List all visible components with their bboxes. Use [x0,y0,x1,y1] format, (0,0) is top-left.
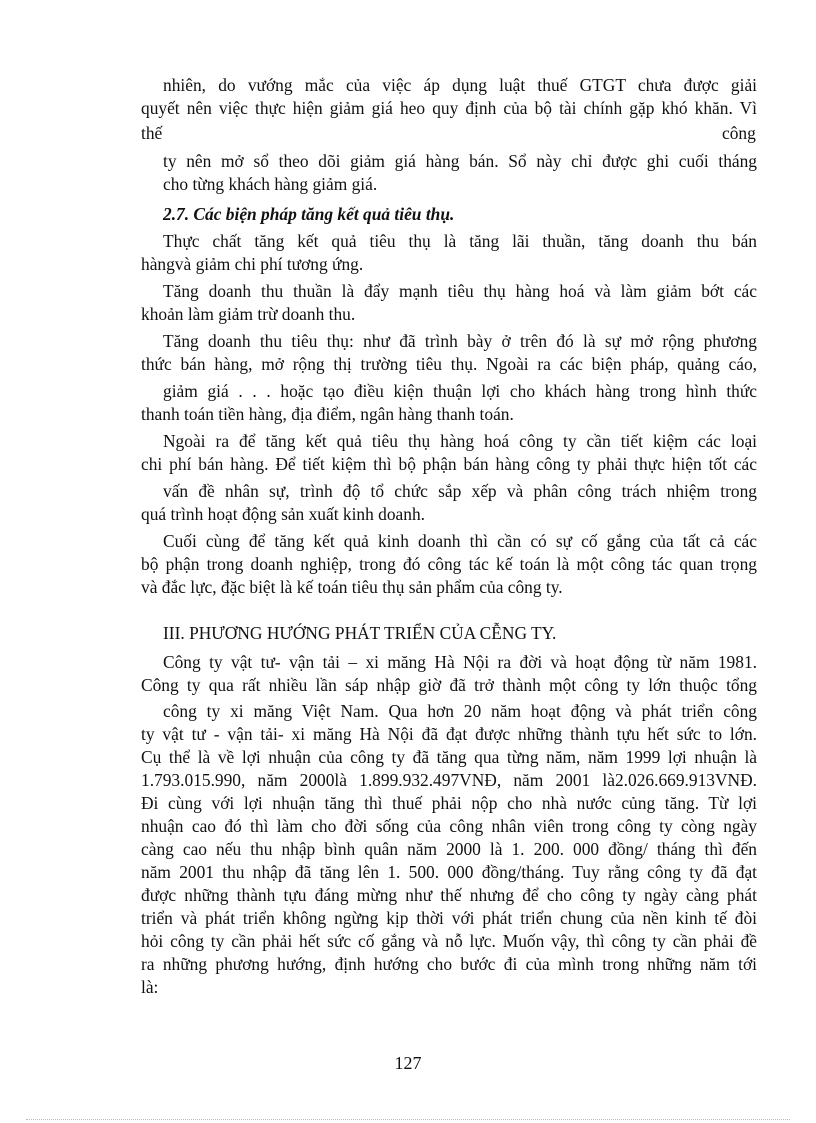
text-line: Cụ thể là về lợi nhuận của công ty đã tăng qua từng năm, năm 1999 lợi nhuận là [141,747,757,767]
text-line: Đi cùng với lợi nhuận tăng thì thuế phải nộp cho nhà nước củng tăng. Từ lợi [141,793,757,813]
text-line: ty nên mở sổ theo dõi giảm giá hàng bán. Sổ này chỉ được ghi cuối tháng [163,151,757,171]
text-line: công ty xi măng Việt Nam. Qua hơn 20 năm hoạt động và phát triển công [163,701,757,721]
text-line: càng cao nếu thu nhập bình quân năm 2000 là 1. 200. 000 đồng/ tháng thì đến [141,839,757,859]
section-heading: 2.7. Các biện pháp tăng kết quả tiêu thụ. [163,204,455,224]
text-line: hàngvà giảm chi phí tương ứng. [141,254,364,274]
text-line: Công ty vật tư- vận tải – xi măng Hà Nội ra đời và hoạt động từ năm 1981. [163,652,757,672]
text-line: Ngoài ra để tăng kết quả tiêu thụ hàng hoá công ty cần tiết kiệm các loại [163,431,757,451]
text-line: năm 2001 thu nhập đã tăng lên 1. 500. 000 đồng/tháng. Tuy rằng công ty đã đạt [141,862,757,882]
page-number: 127 [394,1053,422,1073]
text-line: ty vật tư - vận tải- xi măng Hà Nội đã đạt được những thành tựu hết sức to lớn. [141,724,757,744]
text-line: nhuận cao đó thì làm cho đời sống của công nhân viên trong công ty còng ngày [141,816,757,836]
text-line: chi phí bán hàng. Để tiết kiệm thì bộ phận bán hàng công ty phải thực hiện tốt các [141,454,757,474]
text-line: được những thành tựu đáng mừng như thế nhưng để cho công ty ngày càng phát [141,885,757,905]
text-line: thanh toán tiền hàng, địa điểm, ngân hàng thanh toán. [141,404,514,424]
text-line: ra những phương hướng, định hướng cho bước đi của mình trong những năm tới [141,954,757,974]
text-line: quyết nên việc thực hiện giảm giá heo quy định của bộ tài chính gặp khó khăn. Vì [141,98,757,118]
text-line: và đắc lực, đặc biệt là kế toán tiêu thụ sản phẩm của công ty. [141,577,563,597]
text-line: vấn đề nhân sự, trình độ tổ chức sắp xếp và phân công trách nhiệm trong [163,481,757,501]
text-line: là: [141,977,159,997]
text-line: Công ty qua rất nhiều lần sáp nhập giờ đã trở thành một công ty lớn thuộc tổng [141,675,757,695]
text-line: thế [141,123,163,143]
text-line: thức bán hàng, mở rộng thị trường tiêu thụ. Ngoài ra các biện pháp, quảng cáo, [141,354,757,374]
text-line: triển và phát triển không ngừng kịp thời với phát triển chung của nền kinh tế đòi [141,908,757,928]
text-line: Tăng doanh thu thuần là đẩy mạnh tiêu thụ hàng hoá và làm giảm bớt các [163,281,757,301]
footer-divider [26,1119,790,1120]
text-line: Cuối cùng để tăng kết quả kinh doanh thì cần có sự cố gắng của tất cả các [163,531,757,551]
text-line: khoản làm giảm trừ doanh thu. [141,304,356,324]
text-line: nhiên, do vướng mắc của việc áp dụng luật thuế GTGT chưa được giải [163,75,757,95]
text-line: bộ phận trong doanh nghiệp, trong đó công tác kế toán là một công tác quan trọng [141,554,757,574]
section-heading: III. PHƯƠNG HƯỚNG PHÁT TRIỂN CỦA CỄNG TY. [163,623,557,643]
text-line: quá trình hoạt động sản xuất kinh doanh. [141,504,425,524]
text-line: hỏi công ty cần phải hết sức cố gắng và nỗ lực. Muốn vậy, thì công ty cần phải đề [141,931,757,951]
text-line: 1.793.015.990, năm 2000là 1.899.932.497VNĐ, năm 2001 là2.026.669.913VNĐ. [141,770,757,790]
text-line: Thực chất tăng kết quả tiêu thụ là tăng lãi thuần, tăng doanh thu bán [163,231,757,251]
text-line: cho từng khách hàng giảm giá. [163,174,378,194]
text-line: Tăng doanh thu tiêu thụ: như đã trình bày ở trên đó là sự mở rộng phương [163,331,757,351]
text-line: giảm giá . . . hoặc tạo điều kiện thuận lợi cho khách hàng trong hình thức [163,381,757,401]
text-line: công [722,123,756,143]
